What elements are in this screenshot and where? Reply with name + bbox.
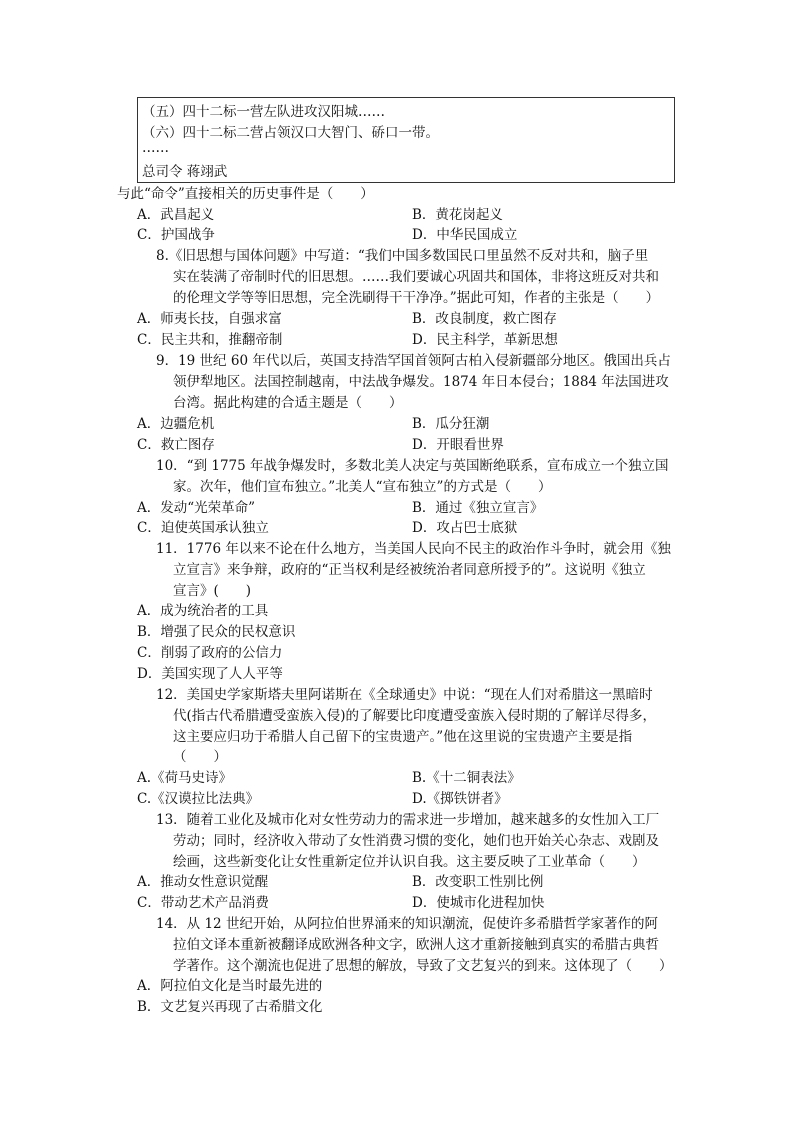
command-line: …… <box>142 140 169 156</box>
question-10-option-c[interactable]: C．迫使英国承认独立 <box>137 520 269 536</box>
question-12-line: 这主要应归功于希腊人自己留下的宝贵遗产。”他在这里说的宝贵遗产主要是指 <box>173 729 633 745</box>
question-8-option-a[interactable]: A．师夷长技，自强求富 <box>137 311 282 327</box>
question-7-option-d[interactable]: D．中华民国成立 <box>412 227 518 243</box>
question-9-line: 9．19 世纪 60 年代以后，英国支持浩罕国首领阿古柏入侵新疆部分地区。俄国出兵占 <box>156 353 671 369</box>
question-12-line: 12．美国史学家斯塔夫里阿诺斯在《全球通史》中说：“现在人们对希腊这一黑暗时 <box>156 687 653 703</box>
question-11-option-b[interactable]: B．增强了民众的民权意识 <box>137 624 296 640</box>
question-13-line: 绘画，这些新变化让女性重新定位并认识自我。这主要反映了工业革命（ ） <box>173 854 646 870</box>
question-10-line: 家。次年，他们宣布独立。”北美人“宣布独立”的方式是（ ） <box>173 479 552 495</box>
question-12-option-d[interactable]: D.《掷铁饼者》 <box>412 791 508 807</box>
question-8-option-b[interactable]: B．改良制度，救亡图存 <box>412 311 557 327</box>
question-11-option-c[interactable]: C．削弱了政府的公信力 <box>137 645 283 661</box>
question-9-option-a[interactable]: A．边疆危机 <box>137 416 215 432</box>
question-9-option-d[interactable]: D．开眼看世界 <box>412 437 504 453</box>
question-11-line: 立宣言》来争辩，政府的“正当权利是经被统治者同意所授予的”。这说明《独立 <box>173 562 646 578</box>
question-13-option-a[interactable]: A．推动女性意识觉醒 <box>137 874 269 890</box>
question-8-line: 实在装满了帝制时代的旧思想。……我们要诚心巩固共和国体，非将这班反对共和 <box>173 269 659 285</box>
question-12-line: 代(指古代希腊遭受蛮族入侵)的了解要比印度遭受蛮族入侵时期的了解详尽得多， <box>173 708 657 724</box>
question-12-option-a[interactable]: A.《荷马史诗》 <box>137 770 233 786</box>
question-13-option-b[interactable]: B．改变职工性别比例 <box>412 874 544 890</box>
command-excerpt-box <box>137 97 675 183</box>
question-7-option-b[interactable]: B．黄花岗起义 <box>412 207 503 223</box>
question-8-line: 的伦理文学等等旧思想，完全洗刷得干干净净。”据此可知，作者的主张是（ ） <box>173 290 660 306</box>
question-7-stem: 与此“命令”直接相关的历史事件是（ ） <box>117 186 374 202</box>
question-14-line: 学著作。这个潮流也促进了思想的解放，导致了文艺复兴的到来。这体现了（ ） <box>173 958 673 974</box>
question-11-option-d[interactable]: D．美国实现了人人平等 <box>137 666 283 682</box>
question-9-option-b[interactable]: B．瓜分狂潮 <box>412 416 490 432</box>
question-14-option-b[interactable]: B．文艺复兴再现了古希腊文化 <box>137 999 323 1015</box>
question-8-line: 8.《旧思想与国体问题》中写道：“我们中国多数国民口里虽然不反对共和，脑子里 <box>156 248 649 264</box>
question-8-option-d[interactable]: D．民主科学，革新思想 <box>412 332 558 348</box>
question-14-option-a[interactable]: A．阿拉伯文化是当时最先进的 <box>137 978 323 994</box>
question-14-line: 14．从 12 世纪开始，从阿拉伯世界涌来的知识潮流，促使许多希腊哲学家著作的阿 <box>156 916 658 932</box>
question-7-option-a[interactable]: A．武昌起义 <box>137 207 215 223</box>
question-11-option-a[interactable]: A．成为统治者的工具 <box>137 603 269 619</box>
question-9-line: 领伊犁地区。法国控制越南，中法战争爆发。1874 年日本侵台；1884 年法国进攻 <box>173 374 669 390</box>
command-line: （六）四十二标二营占领汉口大智门、硚口一带。 <box>142 125 439 141</box>
question-10-option-a[interactable]: A．发动“光荣革命” <box>137 500 256 516</box>
question-13-option-c[interactable]: C．带动艺术产品消费 <box>137 895 269 911</box>
question-14-line: 拉伯文译本重新被翻译成欧洲各种文字，欧洲人这才重新接触到真实的希腊古典哲 <box>173 937 659 953</box>
question-11-line: 11．1776 年以来不论在什么地方，当美国人民向不民主的政治作斗争时，就会用《独 <box>156 541 671 557</box>
question-8-option-c[interactable]: C．民主共和，推翻帝制 <box>137 332 283 348</box>
question-12-line: （ ） <box>173 749 227 765</box>
question-12-option-b[interactable]: B.《十二铜表法》 <box>412 770 521 786</box>
question-13-line: 13．随着工业化及城市化对女性劳动力的需求进一步增加，越来越多的女性加入工厂 <box>156 812 660 828</box>
question-10-option-d[interactable]: D．攻占巴士底狱 <box>412 520 518 536</box>
command-line: （五）四十二标一营左队进攻汉阳城…… <box>142 104 385 120</box>
question-11-line: 宣言》( ) <box>173 583 252 599</box>
question-9-option-c[interactable]: C．救亡图存 <box>137 437 215 453</box>
question-7-option-c[interactable]: C．护国战争 <box>137 227 215 243</box>
question-10-option-b[interactable]: B．通过《独立宣言》 <box>412 500 544 516</box>
question-13-line: 劳动；同时，经济收入带动了女性消费习惯的变化，她们也开始关心杂志、戏剧及 <box>173 833 659 849</box>
question-10-line: 10．“到 1775 年战争爆发时，多数北美人决定与英国断绝联系，宣布成立一个独立国 <box>156 458 669 474</box>
question-13-option-d[interactable]: D．使城市化进程加快 <box>412 895 545 911</box>
question-12-option-c[interactable]: C.《汉谟拉比法典》 <box>137 791 260 807</box>
question-9-line: 台湾。据此构建的合适主题是（ ） <box>173 395 403 411</box>
command-signature: 总司令 蒋翊武 <box>142 164 228 180</box>
